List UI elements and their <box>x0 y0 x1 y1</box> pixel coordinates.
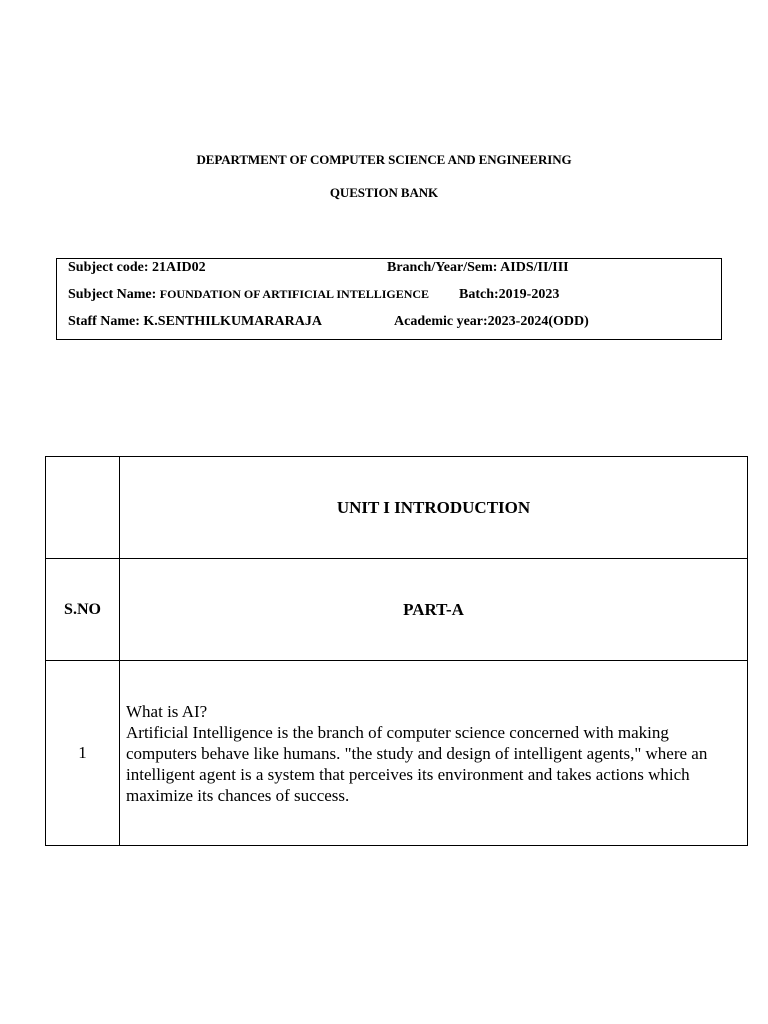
part-row <box>46 559 748 661</box>
unit-row <box>46 457 748 559</box>
question-table <box>45 456 748 846</box>
question-cell <box>120 661 748 846</box>
subject-code: Subject code: 21AID02 <box>68 260 206 275</box>
subject-info-box <box>56 258 722 340</box>
table-row <box>46 661 748 846</box>
staff-name: Staff Name: K.SENTHILKUMARARAJA <box>68 314 322 329</box>
academic-year: Academic year:2023-2024(ODD) <box>394 314 589 329</box>
branch-year-sem: Branch/Year/Sem: AIDS/II/III <box>387 260 569 275</box>
batch: Batch:2019-2023 <box>459 287 560 302</box>
answer-text: Artificial Intelligence is the branch of computer science concerned with making computers behave like humans. "the study and design of intelligent agents," where an intelligent agent is a system that perceives its environment and takes actions which maximize its chances of success. <box>126 722 708 805</box>
document-type-heading: QUESTION BANK <box>329 185 439 200</box>
part-title: PART-A <box>120 559 748 661</box>
question-text: What is AI? <box>126 701 208 721</box>
subject-name <box>68 287 429 303</box>
unit-title: UNIT I INTRODUCTION <box>120 457 748 559</box>
empty-cell <box>46 457 120 559</box>
subject-name-label: Subject Name: <box>68 287 160 302</box>
sno-header: S.NO <box>46 559 120 661</box>
department-heading: DEPARTMENT OF COMPUTER SCIENCE AND ENGINEERING <box>196 152 572 167</box>
subject-name-value: FOUNDATION OF ARTIFICIAL INTELLIGENCE <box>159 287 430 301</box>
question-number: 1 <box>46 661 120 846</box>
